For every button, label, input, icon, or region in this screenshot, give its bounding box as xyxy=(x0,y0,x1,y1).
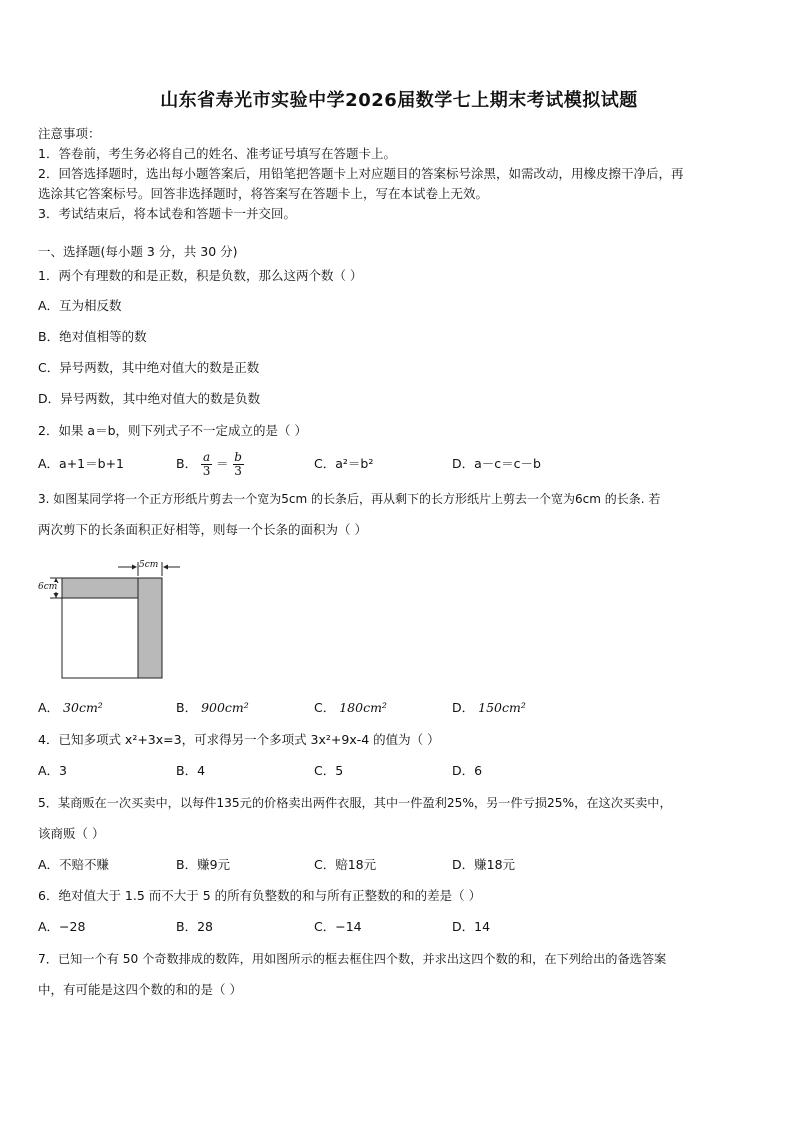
q6-option-c: C．−14 xyxy=(314,919,362,934)
q5-options xyxy=(38,855,760,875)
page-title: 山东省寿光市实验中学2026届数学七上期末考试模拟试题 xyxy=(160,90,638,111)
q4-option-a: A．3 xyxy=(38,763,68,778)
q1-option-a: A．互为相反数 xyxy=(38,298,122,313)
q4-option-b: B．4 xyxy=(176,763,206,778)
fraction-a-over-3: $\frac{a}{3}$ xyxy=(202,449,211,478)
notice-item: 1．答卷前，考生务必将自己的姓名、准考证号填写在答题卡上。 xyxy=(38,146,396,161)
q3-option-c: C． 180cm² xyxy=(314,700,387,715)
q5-option-a: A．不赔不赚 xyxy=(38,857,110,872)
question-4-stem: 4．已知多项式 x²+3x=3，可求得另一个多项式 3x²+9x-4 的值为（ ） xyxy=(38,732,440,747)
q3-figure xyxy=(38,554,198,684)
q5-option-d: D．赚18元 xyxy=(452,857,516,872)
q3-options xyxy=(38,698,760,718)
q5-option-b: B．赚9元 xyxy=(176,857,231,872)
question-5-stem-2: 该商贩（ ） xyxy=(38,826,105,841)
q4-option-c: C．5 xyxy=(314,763,344,778)
question-1-stem: 1．两个有理数的和是正数，积是负数，那么这两个数（ ） xyxy=(38,268,363,283)
q2-option-a: A．a+1＝b+1 xyxy=(38,456,124,471)
question-6-stem: 6．绝对值大于 1.5 而不大于 5 的所有负整数的和与所有正整数的和的差是（ ） xyxy=(38,888,482,903)
q3-option-d: D． 150cm² xyxy=(452,700,526,715)
q1-option-b: B．绝对值相等的数 xyxy=(38,329,147,344)
question-2-stem: 2．如果 a＝b，则下列式子不一定成立的是（ ） xyxy=(38,423,307,438)
q6-option-a: A．−28 xyxy=(38,919,86,934)
notice-item: 3．考试结束后，将本试卷和答题卡一并交回。 xyxy=(38,206,296,221)
section-heading: 一、选择题(每小题 3 分，共 30 分) xyxy=(38,244,238,259)
q2-option-d: D．a－c＝c－b xyxy=(452,456,541,471)
fraction-b-over-3: $\frac{b}{3}$ xyxy=(234,449,242,478)
exam-page xyxy=(38,86,760,1000)
q1-option-c: C．异号两数，其中绝对值大的数是正数 xyxy=(38,360,260,375)
remaining-rect xyxy=(62,598,138,678)
q6-options xyxy=(38,917,760,937)
label-5cm: 5cm xyxy=(139,560,159,570)
q3-option-a: A． 30cm² xyxy=(38,700,103,715)
right-strip xyxy=(138,578,162,678)
question-5-stem: 5．某商贩在一次买卖中，以每件135元的价格卖出两件衣服，其中一件盈利25%，另一件亏损25%，在这次买卖中， xyxy=(38,796,672,810)
cut-square-diagram xyxy=(38,554,198,684)
label-6cm: 6cm xyxy=(38,582,58,592)
question-7-stem-2: 中，有可能是这四个数的和的是（ ） xyxy=(38,982,242,997)
q4-options xyxy=(38,761,760,781)
q6-option-b: B．28 xyxy=(176,919,213,934)
notice-item: 2．回答选择题时，选出每小题答案后，用铅笔把答题卡上对应题目的答案标号涂黑，如需改动，用橡皮擦干净后，再 xyxy=(38,166,684,181)
notice-item: 选涂其它答案标号。回答非选择题时，将答案写在答题卡上，写在本试卷上无效。 xyxy=(38,186,489,201)
q6-option-d: D．14 xyxy=(452,919,491,934)
q4-option-d: D．6 xyxy=(452,763,483,778)
question-3-stem-2: 两次剪下的长条面积正好相等，则每一个长条的面积为（ ） xyxy=(38,522,367,537)
q2-option-c: C．a²＝b² xyxy=(314,456,374,471)
q5-option-c: C．赔18元 xyxy=(314,857,377,872)
notice-heading: 注意事项： xyxy=(38,126,101,141)
q3-option-b: B． 900cm² xyxy=(176,700,249,715)
question-3-stem: 3. 如图某同学将一个正方形纸片剪去一个宽为5cm 的长条后，再从剩下的长方形纸片上剪去一个宽为6cm 的长条. 若 xyxy=(38,492,661,506)
q2-option-b: B． $\frac{a}{3}$ ＝ $\frac{b}{3}$ xyxy=(176,449,242,478)
q1-option-d: D．异号两数，其中绝对值大的数是负数 xyxy=(38,391,261,406)
q2-options xyxy=(38,447,760,481)
question-7-stem: 7．已知一个有 50 个奇数排成的数阵，用如图所示的框去框住四个数，并求出这四个数的和，在下列给出的备选答案 xyxy=(38,952,667,966)
